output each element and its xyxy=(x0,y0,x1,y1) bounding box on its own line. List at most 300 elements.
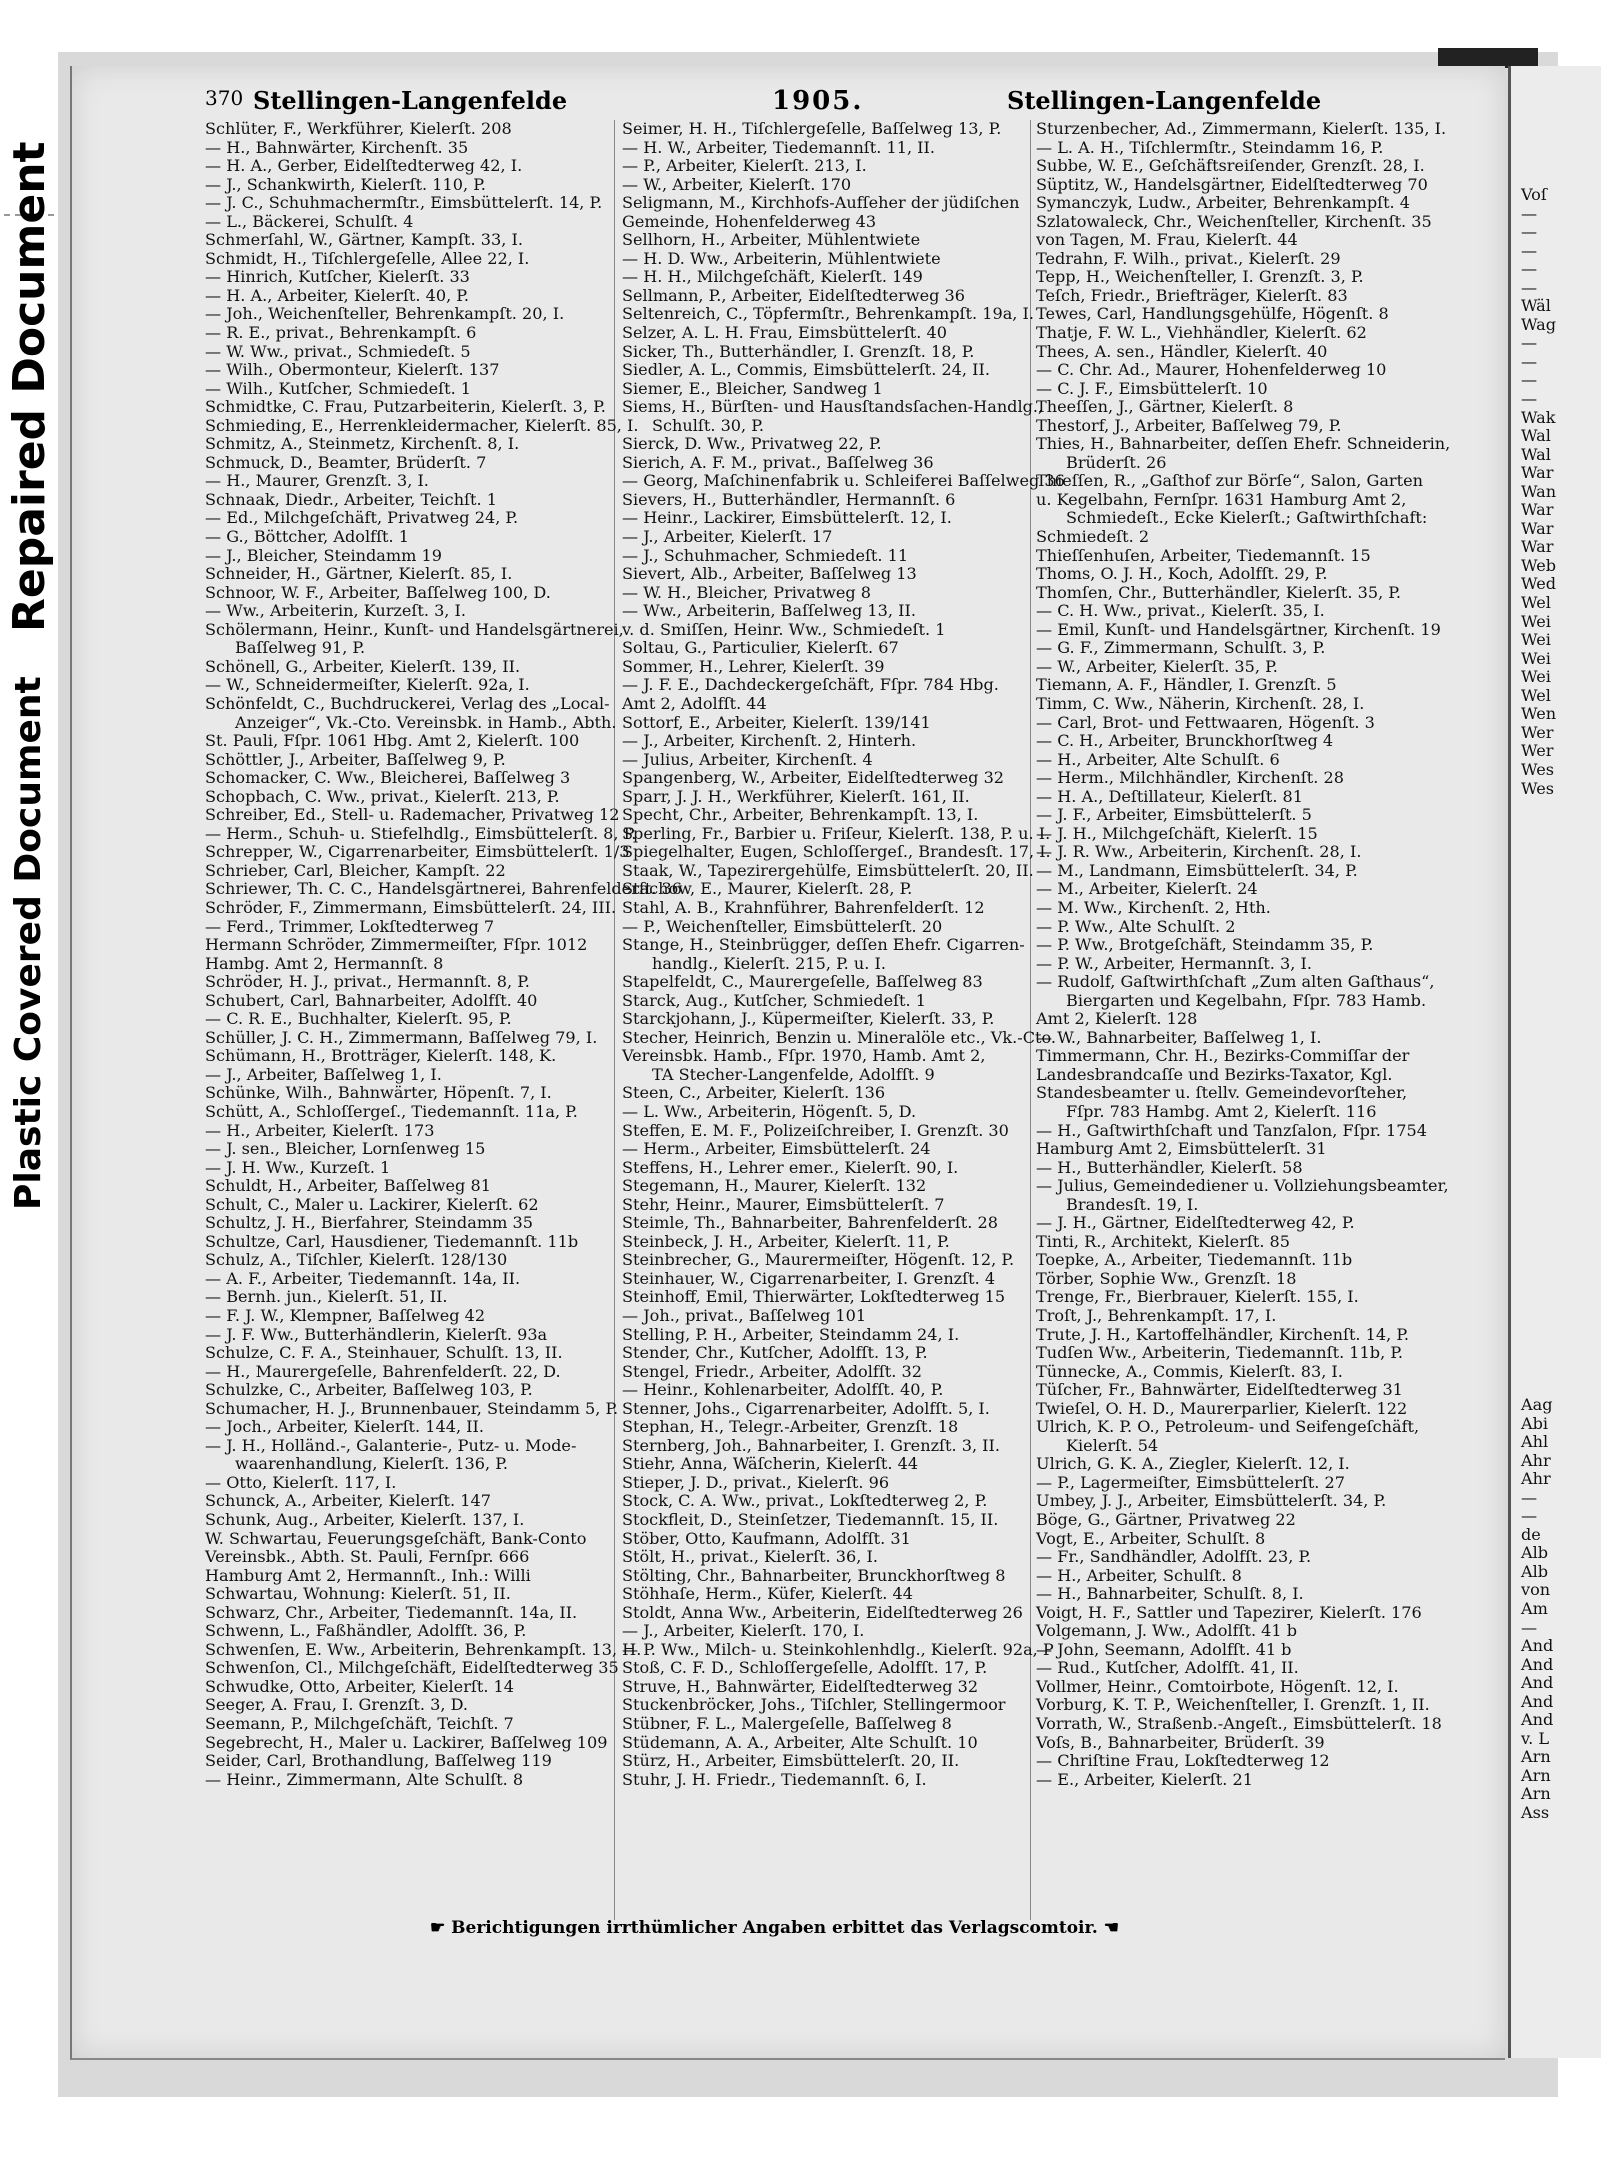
directory-entry-line: Schmidt, H., Tiſchlergeſelle, Allee 22, I. xyxy=(205,248,530,268)
directory-entry-line: — xyxy=(1521,389,1538,409)
repaired-document-label: Repaired Document xyxy=(4,141,55,632)
directory-entry-line: Wan xyxy=(1521,481,1557,501)
directory-entry-line: — Ferd., Trimmer, Lokſtedterweg 7 xyxy=(205,916,495,936)
directory-entry-line: — H. H., Milchgeſchäft, Kielerſt. 149 xyxy=(622,267,923,287)
directory-entry-line: Stöber, Otto, Kaufmann, Adolfſt. 31 xyxy=(622,1528,911,1548)
directory-entry-line: Kielerſt. 54 xyxy=(1066,1435,1159,1455)
directory-entry-line: — xyxy=(1521,1487,1538,1507)
directory-entry-line: Tinti, R., Architekt, Kielerſt. 85 xyxy=(1036,1231,1291,1251)
directory-entry-line: Schmerſahl, W., Gärtner, Kampſt. 33, I. xyxy=(205,230,523,250)
directory-entry-line: Ulrich, K. P. O., Petroleum- und Seifengeſchäft, xyxy=(1036,1417,1420,1437)
directory-entry-line: — Wilh., Obermonteur, Kielerſt. 137 xyxy=(205,360,500,380)
directory-entry-line: Vereinsbk. Hamb., Fſpr. 1970, Hamb. Amt 2, xyxy=(622,1046,986,1066)
directory-entry-line: — J. H. Ww., Kurzeſt. 1 xyxy=(205,1157,391,1177)
directory-entry-line: War xyxy=(1521,463,1554,483)
directory-entry-line: Steffens, H., Lehrer emer., Kielerſt. 90, I. xyxy=(622,1157,959,1177)
directory-entry-line: — xyxy=(1521,203,1538,223)
directory-entry-line: Siedler, A. L., Commis, Eimsbüttelerſt. 24, II. xyxy=(622,360,990,380)
directory-entry-line: Sommer, H., Lehrer, Kielerſt. 39 xyxy=(622,656,885,676)
directory-entry-line: Stölt, H., privat., Kielerſt. 36, I. xyxy=(622,1547,878,1567)
directory-entry-line: — xyxy=(1521,370,1538,390)
directory-entry-line: Teſch, Friedr., Briefträger, Kielerſt. 83 xyxy=(1036,285,1348,305)
directory-entry-line: Tepp, H., Weichenſteller, I. Grenzſt. 3, P. xyxy=(1036,267,1364,287)
directory-entry-line: Sierich, A. F. M., privat., Baſſelweg 36 xyxy=(622,452,934,472)
directory-entry-line: Alb xyxy=(1521,1561,1549,1581)
directory-entry-line: — J. F. Ww., Butterhändlerin, Kielerſt. 93a xyxy=(205,1324,548,1344)
directory-entry-line: Seeger, A. Frau, I. Grenzſt. 3, D. xyxy=(205,1695,469,1715)
directory-entry-line: — C. H., Arbeiter, Brunckhorſtweg 4 xyxy=(1036,731,1334,751)
directory-entry-line: Stecher, Heinrich, Benzin u. Mineralöle etc., Vk.-Cto. xyxy=(622,1027,1057,1047)
directory-entry-line: Vereinsbk., Abth. St. Pauli, Fernſpr. 666 xyxy=(205,1547,530,1567)
directory-entry-line: Biergarten und Kegelbahn, Fſpr. 783 Hamb. xyxy=(1066,990,1427,1010)
directory-entry-line: — P. Ww., Alte Schulſt. 2 xyxy=(1036,916,1236,936)
directory-entry-line: Thies, H., Bahnarbeiter, deſſen Ehefr. Schneiderin, xyxy=(1036,434,1451,454)
directory-entry-line: — Rudolf, Gaſtwirthſchaft „Zum alten Gaſthaus“, xyxy=(1036,972,1435,992)
directory-entry-line: waarenhandlung, Kielerſt. 136, P. xyxy=(235,1454,508,1474)
directory-entry-line: And xyxy=(1521,1710,1554,1730)
directory-entry-line: — J. R. Ww., Arbeiterin, Kirchenſt. 28, I. xyxy=(1036,842,1362,862)
page-header xyxy=(205,86,1322,116)
directory-entry-line: Voſs, B., Bahnarbeiter, Brüderſt. 39 xyxy=(1036,1732,1325,1752)
directory-entry-line: Schünke, Wilh., Bahnwärter, Höpenſt. 7, I. xyxy=(205,1083,552,1103)
directory-entry-line: Toepke, A., Arbeiter, Tiedemannſt. 11b xyxy=(1036,1250,1353,1270)
directory-entry-line: — Emil, Kunſt- und Handelsgärtner, Kirchenſt. 19 xyxy=(1036,619,1441,639)
directory-entry-line: Steinhoff, Emil, Thierwärter, Lokſtedterweg 15 xyxy=(622,1287,1006,1307)
directory-entry-line: Sicker, Th., Butterhändler, I. Grenzſt. 18, P. xyxy=(622,341,975,361)
directory-entry-line: Vorburg, K. T. P., Weichenſteller, I. Grenzſt. 1, II. xyxy=(1036,1695,1430,1715)
directory-entry-line: — H., Maurergeſelle, Bahrenfelderſt. 22, D. xyxy=(205,1361,561,1381)
directory-entry-line: — W., Bahnarbeiter, Baſſelweg 1, I. xyxy=(1036,1027,1322,1047)
directory-entry-line: Wal xyxy=(1521,444,1551,464)
directory-entry-line: Ahl xyxy=(1521,1432,1549,1452)
directory-entry-line: — R. E., privat., Behrenkampſt. 6 xyxy=(205,323,477,343)
directory-entry-line: — C. R. E., Buchhalter, Kielerſt. 95, P. xyxy=(205,1009,512,1029)
directory-entry-line: — J., Arbeiter, Baſſelweg 1, I. xyxy=(205,1064,442,1084)
directory-entry-line: Stuckenbröcker, Johs., Tiſchler, Stellingermoor xyxy=(622,1695,1006,1715)
directory-entry-line: Schlüter, F., Werkführer, Kielerſt. 208 xyxy=(205,119,512,138)
directory-entry-line: — J., Arbeiter, Kielerſt. 170, I. xyxy=(622,1621,865,1641)
directory-entry-line: Abi xyxy=(1521,1413,1549,1433)
directory-entry-line: — xyxy=(1521,259,1538,279)
directory-entry-line: Voſ xyxy=(1521,185,1547,204)
directory-entry-line: Thatje, F. W. L., Viehhändler, Kielerſt. 62 xyxy=(1036,323,1367,343)
directory-entry-line: Schmiedeſt. 2 xyxy=(1036,527,1150,547)
directory-entry-line: Stürz, H., Arbeiter, Eimsbüttelerſt. 20, II. xyxy=(622,1751,960,1771)
directory-entry-line: — W., Arbeiter, Kielerſt. 35, P. xyxy=(1036,656,1278,676)
directory-entry-line: Schneider, H., Gärtner, Kielerſt. 85, I. xyxy=(205,564,513,584)
directory-entry-line: v. L xyxy=(1521,1728,1550,1748)
directory-entry-line: Stephan, H., Telegr.-Arbeiter, Grenzſt. 18 xyxy=(622,1417,959,1437)
directory-entry-line: Stange, H., Steinbrügger, deſſen Ehefr. Cigarren- xyxy=(622,935,1025,955)
directory-entry-line: Schmidtke, C. Frau, Putzarbeiterin, Kielerſt. 3, P. xyxy=(205,397,606,417)
directory-entry-line: Anzeiger“, Vk.-Cto. Vereinsbk. in Hamb., Abth. xyxy=(235,712,617,732)
year-heading: 1905. xyxy=(772,86,864,116)
directory-entry-line: — H. A., Deſtillateur, Kielerſt. 81 xyxy=(1036,786,1304,806)
directory-entry-line: Schreiber, Ed., Stell- u. Rademacher, Privatweg 12 xyxy=(205,805,620,825)
directory-entry-line: Thomſen, Chr., Butterhändler, Kielerſt. 35, P. xyxy=(1036,582,1401,602)
directory-entry-line: de xyxy=(1521,1524,1541,1544)
directory-entry-line: Schulzke, C., Arbeiter, Baſſelweg 103, P. xyxy=(205,1380,533,1400)
directory-entry-line: Schmitz, A., Steinmetz, Kirchenſt. 8, I. xyxy=(205,434,520,454)
directory-entry-line: Thees, A. sen., Händler, Kielerſt. 40 xyxy=(1036,341,1328,361)
directory-entry-line: Staak, W., Tapezirergehülfe, Eimsbüttelerſt. 20, II. xyxy=(622,860,1034,880)
directory-entry-line: — Otto, Kielerſt. 117, I. xyxy=(205,1472,397,1492)
directory-entry-line: Thestorf, J., Arbeiter, Baſſelweg 79, P. xyxy=(1036,415,1342,435)
directory-entry-line: — L., Bäckerei, Schulſt. 4 xyxy=(205,211,414,231)
directory-entry-line: Wei xyxy=(1521,648,1551,668)
directory-entry-line: Schultze, Carl, Hausdiener, Tiedemannſt. 11b xyxy=(205,1231,579,1251)
directory-entry-line: Schölermann, Heinr., Kunſt- und Handelsgärtnerei, xyxy=(205,619,624,639)
directory-entry-line: Troſt, J., Behrenkampſt. 17, I. xyxy=(1036,1306,1277,1325)
directory-entry-line: Stengel, Friedr., Arbeiter, Adolfſt. 32 xyxy=(622,1361,922,1381)
directory-entry-line: Sottorf, E., Arbeiter, Kielerſt. 139/141 xyxy=(622,712,931,732)
directory-entry-line: Vorrath, W., Straßenb.-Angeſt., Eimsbüttelerſt. 18 xyxy=(1036,1714,1442,1734)
directory-entry-line: Twieſel, O. H. D., Maurerparlier, Kielerſt. 122 xyxy=(1036,1398,1408,1418)
directory-entry-line: Seider, Carl, Brothandlung, Baſſelweg 119 xyxy=(205,1751,552,1771)
directory-entry-line: Am xyxy=(1521,1599,1548,1619)
right-running-title: Stellingen-Langenfelde xyxy=(1007,86,1322,115)
directory-entry-line: Steinhauer, W., Cigarrenarbeiter, I. Grenzſt. 4 xyxy=(622,1268,996,1288)
directory-entry-line: Seltenreich, C., Töpfermſtr., Behrenkampſt. 19a, I. xyxy=(622,304,1034,324)
directory-entry-line: — P. W., Arbeiter, Hermannſt. 3, I. xyxy=(1036,953,1312,973)
directory-entry-line: — Bernh. jun., Kielerſt. 51, II. xyxy=(205,1287,448,1307)
directory-entry-line: Sievert, Alb., Arbeiter, Baſſelweg 13 xyxy=(622,564,917,584)
directory-entry-line: — P., Weichenſteller, Eimsbüttelerſt. 20 xyxy=(622,916,943,936)
directory-entry-line: Wei xyxy=(1521,667,1551,687)
directory-entry-line: TA Stecher-Langenfelde, Adolfſt. 9 xyxy=(652,1064,935,1084)
directory-entry-line: Steimle, Th., Bahnarbeiter, Bahrenfelderſt. 28 xyxy=(622,1213,998,1233)
directory-entry-line: — M. Ww., Kirchenſt. 2, Hth. xyxy=(1036,897,1271,917)
directory-entry-line: Ulrich, G. K. A., Ziegler, Kielerſt. 12, I. xyxy=(1036,1454,1350,1474)
directory-entry-line: Hamburg Amt 2, Eimsbüttelerſt. 31 xyxy=(1036,1139,1327,1159)
directory-entry-line: — Herm., Schuh- u. Stiefelhdlg., Eimsbüttelerſt. 8, P. xyxy=(205,823,637,843)
directory-entry-line: Baſſelweg 91, P. xyxy=(235,638,366,658)
directory-entry-line: Wer xyxy=(1521,722,1554,742)
directory-entry-line: — Ww., Arbeiterin, Kurzeſt. 3, I. xyxy=(205,601,467,621)
directory-entry-line: Wel xyxy=(1521,593,1551,613)
plastic-covered-document-label: Plastic Covered Document xyxy=(8,676,49,1210)
directory-entry-line: Symanczyk, Ludw., Arbeiter, Behrenkampſt. 4 xyxy=(1036,193,1411,213)
directory-entry-line: Schnoor, W. F., Arbeiter, Baſſelweg 100, D. xyxy=(205,582,551,602)
adjacent-column-upper xyxy=(1521,186,1601,798)
directory-entry-line: Aag xyxy=(1521,1395,1553,1414)
directory-entry-line: — H., Bahnarbeiter, Schulſt. 8, I. xyxy=(1036,1584,1304,1604)
directory-entry-line: — Carl, Brot- und Fettwaaren, Högenſt. 3 xyxy=(1036,712,1375,732)
directory-entry-line: Schönell, G., Arbeiter, Kielerſt. 139, II. xyxy=(205,656,521,676)
directory-entry-line: St. Pauli, Fſpr. 1061 Hbg. Amt 2, Kielerſt. 100 xyxy=(205,731,580,751)
directory-entry-line: Tewes, Carl, Handlungsgehülfe, Högenſt. 8 xyxy=(1036,304,1389,324)
corrections-notice: ☛ Berichtigungen irrthümlicher Angaben erbittet das Verlagscomtoir. ☚ xyxy=(430,1918,1119,1938)
directory-entry-line: — J., Schankwirth, Kielerſt. 110, P. xyxy=(205,174,486,194)
directory-entry-line: — Herm., Arbeiter, Eimsbüttelerſt. 24 xyxy=(622,1139,931,1159)
directory-entry-line: W. Schwartau, Feuerungsgeſchäft, Bank-Conto xyxy=(205,1528,587,1548)
directory-entry-line: Böge, G., Gärtner, Privatweg 22 xyxy=(1036,1510,1296,1530)
directory-entry-line: — xyxy=(1521,333,1538,353)
directory-entry-line: Steen, C., Arbeiter, Kielerſt. 136 xyxy=(622,1083,886,1103)
directory-column-1 xyxy=(205,119,683,1789)
directory-entry-line: Schumacher, H. J., Brunnenbauer, Steindamm 5, P. xyxy=(205,1398,619,1418)
directory-entry-line: Stehr, Heinr., Maurer, Eimsbüttelerſt. 7 xyxy=(622,1194,945,1214)
directory-entry-line: — Joch., Arbeiter, Kielerſt. 144, II. xyxy=(205,1417,485,1437)
directory-entry-line: Szlatowaleck, Chr., Weichenſteller, Kirchenſt. 35 xyxy=(1036,211,1432,231)
directory-entry-line: — Hinrich, Kutſcher, Kielerſt. 33 xyxy=(205,267,470,287)
directory-entry-line: — J., Schuhmacher, Schmiedeſt. 11 xyxy=(622,545,909,565)
directory-entry-line: — xyxy=(1521,1617,1538,1637)
directory-entry-line: Stoß, C. F. D., Schloſſergeſelle, Adolfſt. 17, P. xyxy=(622,1658,988,1678)
directory-entry-line: — Wilh., Kutſcher, Schmiedeſt. 1 xyxy=(205,378,472,398)
directory-entry-line: Subbe, W. E., Geſchäftsreiſender, Grenzſt. 28, I. xyxy=(1036,156,1425,176)
directory-entry-line: Arn xyxy=(1521,1784,1551,1804)
adjacent-column-lower xyxy=(1521,1396,1601,1823)
directory-entry-line: Brüderſt. 26 xyxy=(1066,452,1167,472)
directory-column-2 xyxy=(622,119,1065,1789)
directory-entry-line: — xyxy=(1521,1506,1538,1526)
directory-entry-line: handlg., Kielerſt. 215, P. u. I. xyxy=(652,953,886,973)
directory-entry-line: Theeſſen, J., Gärtner, Kielerſt. 8 xyxy=(1036,397,1294,417)
directory-entry-line: — Joh., privat., Baſſelweg 101 xyxy=(622,1306,867,1325)
directory-entry-line: Alb xyxy=(1521,1543,1549,1563)
directory-entry-line: Schwartau, Wohnung: Kielerſt. 51, II. xyxy=(205,1584,511,1604)
directory-entry-line: — H. A., Gerber, Eidelſtedterweg 42, I. xyxy=(205,156,523,176)
directory-entry-line: Volgemann, J. Ww., Adolfſt. 41 b xyxy=(1036,1621,1298,1641)
directory-entry-line: — J., Arbeiter, Kirchenſt. 2, Hinterh. xyxy=(622,731,917,751)
directory-entry-line: — J. H., Milchgeſchäft, Kielerſt. 15 xyxy=(1036,823,1318,843)
directory-entry-line: Seimer, H. H., Tiſchlergeſelle, Baſſelweg 13, P. xyxy=(622,119,1002,138)
directory-entry-line: — Fr., Sandhändler, Adolfſt. 23, P. xyxy=(1036,1547,1312,1567)
directory-entry-line: — xyxy=(1521,351,1538,371)
directory-entry-line: Brandesſt. 19, I. xyxy=(1066,1194,1199,1214)
directory-entry-line: War xyxy=(1521,537,1554,557)
directory-entry-line: Schwarz, Chr., Arbeiter, Tiedemannſt. 14a, II. xyxy=(205,1602,578,1622)
directory-entry-line: Stachow, E., Maurer, Kielerſt. 28, P. xyxy=(622,879,913,899)
directory-entry-line: Landesbrandcaſſe und Bezirks-Taxator, Kgl. xyxy=(1036,1064,1393,1084)
directory-entry-line: — G., Böttcher, Adolfſt. 1 xyxy=(205,527,409,547)
directory-entry-line: Schöttler, J., Arbeiter, Baſſelweg 9, P. xyxy=(205,749,506,769)
directory-entry-line: — Heinr., Lackirer, Eimsbüttelerſt. 12, I. xyxy=(622,508,952,528)
directory-entry-line: Schunck, A., Arbeiter, Kielerſt. 147 xyxy=(205,1491,491,1511)
directory-entry-line: Schult, C., Maler u. Lackirer, Kielerſt. 62 xyxy=(205,1194,539,1214)
directory-entry-line: — J. C., Schuhmachermſtr., Eimsbüttelerſt. 14, P. xyxy=(205,193,603,213)
directory-entry-line: Süptitz, W., Handelsgärtner, Eidelſtedterweg 70 xyxy=(1036,174,1428,194)
directory-entry-line: Schuldt, H., Arbeiter, Baſſelweg 81 xyxy=(205,1176,491,1196)
directory-column-3 xyxy=(1036,120,1456,1789)
directory-entry-line: Gemeinde, Hohenfelderweg 43 xyxy=(622,211,877,231)
directory-entry-line: Arn xyxy=(1521,1747,1551,1767)
directory-entry-line: Schopbach, C. Ww., privat., Kielerſt. 213, P. xyxy=(205,786,560,806)
directory-entry-line: — John, Seemann, Adolfſt. 41 b xyxy=(1036,1639,1292,1659)
directory-entry-line: Schnaak, Diedr., Arbeiter, Teichſt. 1 xyxy=(205,489,497,509)
directory-entry-line: Schütt, A., Schloſſergeſ., Tiedemannſt. 11a, P. xyxy=(205,1101,578,1121)
directory-entry-line: Wer xyxy=(1521,741,1554,761)
directory-entry-line: Stölting, Chr., Bahnarbeiter, Brunckhorſtweg 8 xyxy=(622,1565,1006,1585)
directory-entry-line: Stieper, J. D., privat., Kielerſt. 96 xyxy=(622,1472,890,1492)
directory-entry-line: Sturzenbecher, Ad., Zimmermann, Kielerſt. 135, I. xyxy=(1036,119,1447,138)
directory-entry-line: Amt 2, Kielerſt. 128 xyxy=(1036,1009,1198,1029)
directory-entry-line: Tedrahn, F. Wilh., privat., Kielerſt. 29 xyxy=(1036,248,1341,268)
directory-entry-line: — Julius, Gemeindediener u. Vollziehungsbeamter, xyxy=(1036,1176,1449,1196)
directory-entry-line: Schmiedeſt., Ecke Kielerſt.; Gaſtwirthſchaft: xyxy=(1066,508,1428,528)
directory-entry-line: Wel xyxy=(1521,685,1551,705)
directory-entry-line: Schrieber, Carl, Bleicher, Kampſt. 22 xyxy=(205,860,506,880)
directory-entry-line: von Tagen, M. Frau, Kielerſt. 44 xyxy=(1036,230,1298,250)
directory-entry-line: Ass xyxy=(1521,1803,1550,1823)
directory-entry-line: Sperling, Fr., Barbier u. Friſeur, Kielerſt. 138, P. u. I. xyxy=(622,823,1051,843)
directory-entry-line: War xyxy=(1521,500,1554,520)
directory-entry-line: Schröder, H. J., privat., Hermannſt. 8, P. xyxy=(205,972,530,992)
directory-entry-line: Stoldt, Anna Ww., Arbeiterin, Eidelſtedterweg 26 xyxy=(622,1602,1023,1622)
directory-entry-line: Schulze, C. F. A., Steinhauer, Schulſt. 13, II. xyxy=(205,1343,563,1363)
directory-entry-line: Steinbrecher, G., Maurermeiſter, Högenſt. 12, P. xyxy=(622,1250,1015,1270)
directory-entry-line: — H., Arbeiter, Schulſt. 8 xyxy=(1036,1565,1242,1585)
directory-entry-line: Wes xyxy=(1521,759,1555,779)
directory-entry-line: Stiehr, Anna, Wäſcherin, Kielerſt. 44 xyxy=(622,1454,919,1474)
directory-entry-line: — P. Ww., Brotgeſchäft, Steindamm 35, P. xyxy=(1036,935,1374,955)
directory-entry-line: — P., Lagermeiſter, Eimsbüttelerſt. 27 xyxy=(1036,1472,1346,1492)
directory-entry-line: Seemann, P., Milchgeſchäft, Teichſt. 7 xyxy=(205,1714,514,1734)
directory-entry-line: Ahr xyxy=(1521,1469,1551,1489)
directory-entry-line: Sierck, D. Ww., Privatweg 22, P. xyxy=(622,434,882,454)
directory-entry-line: — W. Ww., privat., Schmiedeſt. 5 xyxy=(205,341,471,361)
directory-entry-line: Tüſcher, Fr., Bahnwärter, Eidelſtedterweg 31 xyxy=(1036,1380,1403,1400)
directory-entry-line: — J. H., Gärtner, Eidelſtedterweg 42, P. xyxy=(1036,1213,1355,1233)
directory-entry-line: v. d. Smiſſen, Heinr. Ww., Schmiedeſt. 1 xyxy=(622,619,946,639)
directory-entry-line: — Heinr., Kohlenarbeiter, Adolfſt. 40, P. xyxy=(622,1380,944,1400)
directory-entry-line: — H., Bahnwärter, Kirchenſt. 35 xyxy=(205,137,469,157)
directory-entry-line: — F. J. W., Klempner, Baſſelweg 42 xyxy=(205,1306,486,1325)
directory-entry-line: Web xyxy=(1521,555,1557,575)
directory-entry-line: Schwenſen, E. Ww., Arbeiterin, Behrenkampſt. 13, H. xyxy=(205,1639,642,1659)
directory-entry-line: Seligmann, M., Kirchhofs-Aufſeher der jüdiſchen xyxy=(622,193,1020,213)
directory-entry-line: — Julius, Arbeiter, Kirchenſt. 4 xyxy=(622,749,873,769)
directory-entry-line: War xyxy=(1521,518,1554,538)
directory-entry-line: Wak xyxy=(1521,407,1556,427)
left-running-title: Stellingen-Langenfelde xyxy=(253,86,568,115)
directory-entry-line: Schröder, F., Zimmermann, Eimsbüttelerſt. 24, III. xyxy=(205,897,617,917)
directory-entry-line: — Chriſtine Frau, Lokſtedterweg 12 xyxy=(1036,1751,1330,1771)
directory-entry-line: Spangenberg, W., Arbeiter, Eidelſtedterweg 32 xyxy=(622,768,1005,788)
directory-entry-line: Schulſt. 30, P. xyxy=(652,415,764,435)
directory-entry-line: — M., Arbeiter, Kielerſt. 24 xyxy=(1036,879,1258,899)
directory-entry-line: — H., Arbeiter, Alte Schulſt. 6 xyxy=(1036,749,1280,769)
directory-entry-line: Wes xyxy=(1521,778,1555,798)
directory-entry-line: Siems, H., Bürſten- und Hausſtandsſachen-Handlg., xyxy=(622,397,1044,417)
directory-entry-line: Hamburg Amt 2, Hermannſt., Inh.: Willi xyxy=(205,1565,531,1585)
directory-entry-line: von xyxy=(1521,1580,1551,1600)
directory-entry-line: Umbey, J. J., Arbeiter, Eimsbüttelerſt. 34, P. xyxy=(1036,1491,1387,1511)
directory-entry-line: Schüller, J. C. H., Zimmermann, Baſſelweg 79, I. xyxy=(205,1027,598,1047)
directory-entry-line: — E., Arbeiter, Kielerſt. 21 xyxy=(1036,1769,1253,1789)
directory-entry-line: Hermann Schröder, Zimmermeiſter, Fſpr. 1012 xyxy=(205,935,588,955)
directory-entry-line: Schümann, H., Brotträger, Kielerſt. 148, K. xyxy=(205,1046,557,1066)
directory-entry-line: And xyxy=(1521,1636,1554,1656)
directory-entry-line: Wäl xyxy=(1521,296,1551,316)
directory-entry-line: — xyxy=(1521,240,1538,260)
directory-entry-line: — W. H., Bleicher, Privatweg 8 xyxy=(622,582,872,602)
directory-entry-line: — H., Maurer, Grenzſt. 3, I. xyxy=(205,471,429,491)
directory-entry-line: — Joh., Weichenſteller, Behrenkampſt. 20, I. xyxy=(205,304,565,324)
directory-entry-line: Steffen, E. M. F., Polizeiſchreiber, I. Grenzſt. 30 xyxy=(622,1120,1009,1140)
directory-entry-line: Specht, Chr., Arbeiter, Behrenkampſt. 13, I. xyxy=(622,805,979,825)
directory-entry-line: — J. sen., Bleicher, Lornſenweg 15 xyxy=(205,1139,486,1159)
directory-entry-line: — Ww., Arbeiterin, Baſſelweg 13, II. xyxy=(622,601,916,621)
directory-entry-line: Stock, C. A. Ww., privat., Lokſtedterweg 2, P. xyxy=(622,1491,988,1511)
directory-entry-line: Timm, C. Ww., Näherin, Kirchenſt. 28, I. xyxy=(1036,693,1365,713)
directory-entry-line: — G. F., Zimmermann, Schulſt. 3, P. xyxy=(1036,638,1326,658)
directory-entry-line: Stapelfeldt, C., Maurergeſelle, Baſſelweg 83 xyxy=(622,972,983,992)
directory-entry-line: Sievers, H., Butterhändler, Hermannſt. 6 xyxy=(622,489,956,509)
directory-entry-line: Stüdemann, A. A., Arbeiter, Alte Schulſt. 10 xyxy=(622,1732,978,1752)
directory-entry-line: Schmuck, D., Beamter, Brüderſt. 7 xyxy=(205,452,487,472)
directory-entry-line: — xyxy=(1521,277,1538,297)
directory-entry-line: — L. Ww., Arbeiterin, Högenſt. 5, D. xyxy=(622,1101,917,1121)
directory-entry-line: — L. A. H., Tiſchlermſtr., Steindamm 16, P. xyxy=(1036,137,1384,157)
directory-entry-line: Stockfleit, D., Steinſetzer, Tiedemannſt. 15, II. xyxy=(622,1510,999,1530)
directory-entry-line: Schmieding, E., Herrenkleidermacher, Kielerſt. 85, I. xyxy=(205,415,639,435)
directory-entry-line: — M., Landmann, Eimsbüttelerſt. 34, P. xyxy=(1036,860,1358,880)
directory-entry-line: — J. H., Holländ.-, Galanterie-, Putz- u. Mode- xyxy=(205,1435,577,1455)
directory-entry-line: — H., Gaſtwirthſchaft und Tanzſalon, Fſpr. 1754 xyxy=(1036,1120,1427,1140)
directory-entry-line: — C. J. F., Eimsbüttelerſt. 10 xyxy=(1036,378,1268,398)
directory-entry-line: Törber, Sophie Ww., Grenzſt. 18 xyxy=(1036,1268,1297,1288)
directory-entry-line: Trute, J. H., Kartoffelhändler, Kirchenſt. 14, P. xyxy=(1036,1324,1410,1344)
directory-entry-line: Timmermann, Chr. H., Bezirks-Commiſſar der xyxy=(1036,1046,1410,1066)
directory-entry-line: Schultz, J. H., Bierfahrer, Steindamm 35 xyxy=(205,1213,533,1233)
directory-entry-line: Spiegelhalter, Eugen, Schloſſergeſ., Brandesſt. 17, I. xyxy=(622,842,1051,862)
directory-entry-line: Starckjohann, J., Küpermeiſter, Kielerſt. 33, P. xyxy=(622,1009,995,1029)
directory-entry-line: Voigt, H. F., Sattler und Tapezirer, Kielerſt. 176 xyxy=(1036,1602,1422,1622)
directory-entry-line: — W., Schneidermeiſter, Kielerſt. 92a, I. xyxy=(205,675,530,695)
directory-entry-line: Struve, H., Bahnwärter, Eidelſtedterweg 32 xyxy=(622,1676,979,1696)
directory-entry-line: Ahr xyxy=(1521,1450,1551,1470)
directory-entry-line: Schubert, Carl, Bahnarbeiter, Adolfſt. 40 xyxy=(205,990,538,1010)
binding-tab xyxy=(1438,48,1538,68)
directory-entry-line: Sellmann, P., Arbeiter, Eidelſtedterweg 36 xyxy=(622,285,966,305)
directory-entry-line: Amt 2, Adolfſt. 44 xyxy=(622,693,767,713)
directory-entry-line: Schwenſon, Cl., Milchgeſchäft, Eidelſtedterweg 35 xyxy=(205,1658,619,1678)
directory-entry-line: — W., Arbeiter, Kielerſt. 170 xyxy=(622,174,852,194)
directory-entry-line: u. Kegelbahn, Fernſpr. 1631 Hamburg Amt 2, xyxy=(1036,489,1407,509)
directory-entry-line: Wei xyxy=(1521,630,1551,650)
directory-entry-line: Schunk, Aug., Arbeiter, Kielerſt. 137, I. xyxy=(205,1510,525,1530)
directory-entry-line: — Herm., Milchhändler, Kirchenſt. 28 xyxy=(1036,768,1344,788)
directory-entry-line: Thieſſen, R., „Gaſthof zur Börſe“, Salon, Garten xyxy=(1036,471,1423,491)
directory-entry-line: Schrepper, W., Cigarrenarbeiter, Eimsbüttelerſt. 1/3 xyxy=(205,842,630,862)
directory-entry-line: Wei xyxy=(1521,611,1551,631)
directory-entry-line: Wen xyxy=(1521,704,1557,724)
directory-entry-line: Schwenn, L., Faßhändler, Adolfſt. 36, P. xyxy=(205,1621,527,1641)
directory-entry-line: Arn xyxy=(1521,1765,1551,1785)
directory-entry-line: And xyxy=(1521,1691,1554,1711)
directory-entry-line: Schönfeldt, C., Buchdruckerei, Verlag des „Local- xyxy=(205,693,610,713)
directory-entry-line: Thoms, O. J. H., Koch, Adolfſt. 29, P. xyxy=(1036,564,1328,584)
directory-entry-line: Hambg. Amt 2, Hermannſt. 8 xyxy=(205,953,444,973)
directory-entry-line: Wal xyxy=(1521,426,1551,446)
directory-entry-line: Sellhorn, H., Arbeiter, Mühlentwiete xyxy=(622,230,921,250)
directory-entry-line: Trenge, Fr., Bierbrauer, Kielerſt. 155, I. xyxy=(1036,1287,1359,1307)
directory-entry-line: Soltau, G., Particulier, Kielerſt. 67 xyxy=(622,638,899,658)
directory-entry-line: Tünnecke, A., Commis, Kielerſt. 83, I. xyxy=(1036,1361,1343,1381)
directory-entry-line: Vogt, E., Arbeiter, Schulſt. 8 xyxy=(1036,1528,1266,1548)
page-number: 370 xyxy=(205,86,244,110)
directory-entry-line: Stegemann, H., Maurer, Kielerſt. 132 xyxy=(622,1176,927,1196)
directory-entry-line: — H., Butterhändler, Kielerſt. 58 xyxy=(1036,1157,1303,1177)
directory-entry-line: Wag xyxy=(1521,314,1557,334)
directory-entry-line: Steinbeck, J. H., Arbeiter, Kielerſt. 11, P. xyxy=(622,1231,950,1251)
directory-entry-line: Fſpr. 783 Hambg. Amt 2, Kielerſt. 116 xyxy=(1066,1101,1377,1121)
directory-entry-line: — H. A., Arbeiter, Kielerſt. 40, P. xyxy=(205,285,469,305)
directory-entry-line: — J. F., Arbeiter, Eimsbüttelerſt. 5 xyxy=(1036,805,1312,825)
directory-entry-line: Sparr, J. J. H., Werkführer, Kielerſt. 161, II. xyxy=(622,786,970,806)
